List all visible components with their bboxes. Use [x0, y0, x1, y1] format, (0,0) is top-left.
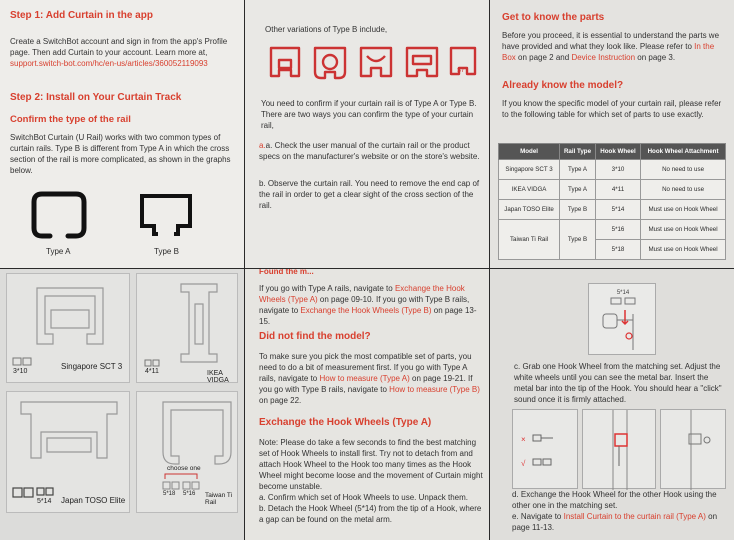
toso-figure — [6, 391, 130, 513]
get-to-know-text — [502, 30, 730, 63]
table-cell: 5*16 — [595, 220, 640, 240]
variations-intro: Other variations of Type B include, — [265, 25, 388, 34]
model-parts-table — [498, 143, 726, 260]
hook-wheel-figure — [588, 283, 656, 355]
ikea-figure — [136, 273, 238, 383]
found-part3: on page 13-15. — [259, 306, 477, 326]
step-e-text — [512, 511, 726, 533]
col-header-model: Model — [499, 144, 560, 160]
confirm-rail-title: Confirm the type of the rail — [10, 114, 131, 125]
table-cell: Type A — [560, 160, 596, 180]
step-e-part2: on page 11-13. — [512, 512, 718, 532]
type-a-caption: Type A — [46, 247, 71, 256]
manual-page-exchange — [245, 269, 489, 540]
ti-rail-figure — [136, 391, 238, 513]
table-cell: Taiwan Ti Rail — [499, 220, 560, 260]
dnf-part1: To make sure you pick the most compatible set of parts, you need to do a bit of measurement first. If you go with Type A rails, navigate to — [259, 352, 472, 383]
table-cell: Must use on Hook Wheel — [641, 240, 726, 260]
device-instruction-link[interactable]: Device Instruction — [571, 53, 636, 62]
measure-type-b-link[interactable]: How to measure (Type B) — [389, 385, 480, 394]
found-model-heading: Found the m... — [259, 269, 314, 276]
table-header-row — [499, 144, 726, 160]
ti-size-1: 5*18 — [163, 491, 176, 497]
step1-title: Step 1: Add Curtain in the app — [10, 10, 153, 21]
table-cell: 5*14 — [595, 200, 640, 220]
found-part1: If you go with Type A rails, navigate to — [259, 284, 393, 293]
attach-diagram-2 — [583, 410, 657, 490]
attach-steps-figure — [512, 409, 726, 489]
found-part2: on page 09-10. If you go with Type B rails, navigate to — [259, 295, 470, 315]
toso-size: 5*14 — [37, 498, 52, 505]
install-curtain-link[interactable]: Install Curtain to the curtain rail (Type A) — [563, 512, 706, 521]
sct3-figure — [6, 273, 130, 383]
rail-type-a-diagram — [30, 190, 88, 240]
variation-label: S7 — [457, 68, 465, 74]
table-row — [499, 160, 726, 180]
table-cell: 4*11 — [595, 180, 640, 200]
table-cell: Must use on Hook Wheel — [641, 220, 726, 240]
did-not-find-title: Did not find the model? — [259, 331, 371, 342]
table-row — [499, 220, 726, 240]
support-link[interactable]: support.switch-bot.com/hc/en-us/articles/360052119093 — [10, 59, 208, 68]
attach-diagram-3 — [661, 410, 727, 490]
toso-label: Japan TOSO Elite — [61, 496, 126, 505]
exchange-title: Exchange the Hook Wheels (Type A) — [259, 417, 432, 428]
table-cell: 5*18 — [595, 240, 640, 260]
step-c-text: c. Grab one Hook Wheel from the matching set. Adjust the white wheels until you can see the metal bar. Insert the metal bar into the tip of the Hook. You should hear a "click" sound once it is firmly attached. — [514, 362, 722, 404]
table-cell: Japan TOSO Elite — [499, 200, 560, 220]
method-b-text: b. Observe the curtain rail. You need to remove the end cap of the rail in order to get a clear sight of the cross section of the rail. — [259, 179, 480, 210]
ikea-label: IKEA VIDGA — [207, 370, 229, 384]
gtk-part3: on page 3. — [637, 53, 676, 62]
step-e-part1: e. Navigate to — [512, 512, 562, 521]
found-model-text — [259, 283, 485, 327]
choose-one-label: choose one — [167, 465, 201, 472]
rail-type-b-diagram — [136, 190, 196, 240]
correct-mark-icon: √ — [521, 459, 526, 468]
in-the-box-link[interactable]: In the Box — [502, 42, 715, 62]
table-cell: Type A — [560, 180, 596, 200]
step2-title: Step 2: Install on Your Curtain Track — [10, 92, 182, 103]
dnf-part3: on page 22. — [259, 396, 302, 405]
exchange-note: Note: Please do take a few seconds to find the best matching set of Hook Wheels to install first. Try not to detach from and attach Hook Wheel to the Hook too many times as the Hook Wheel might become loose and the movement of Curtain might become unstable. — [259, 438, 483, 491]
step1-text — [10, 36, 238, 69]
manual-page-attach — [490, 269, 734, 540]
exchange-step-a: a. Confirm which set of Hook Wheels to use. Unpack them. — [259, 493, 468, 502]
table-cell: Type B — [560, 220, 596, 260]
table-row — [499, 180, 726, 200]
method-a-body: a. Check the user manual of the curtain rail or the product specs on the manufacturer's website or on the store's website. — [259, 141, 480, 161]
table-cell: No need to use — [641, 160, 726, 180]
exchange-type-a-link[interactable]: Exchange the Hook Wheels (Type A) — [259, 284, 465, 304]
table-cell: No need to use — [641, 180, 726, 200]
table-cell: Must use on Hook Wheel — [641, 200, 726, 220]
ti-label: Taiwan Ti Rail — [205, 492, 233, 506]
hook-wheel-size: 5*14 — [616, 290, 630, 296]
ikea-size: 4*11 — [145, 368, 159, 375]
table-row — [499, 200, 726, 220]
type-b-caption: Type B — [154, 247, 179, 256]
manual-page-variations — [245, 0, 489, 268]
step1-body: Create a SwitchBot account and sign in from the app's Profile page. Then add Curtain to your account. Learn more at, — [10, 37, 228, 57]
manual-page-install — [0, 0, 244, 268]
confirm-type-text: You need to confirm if your curtain rail is of Type A or Type B. There are two ways you can confirm the type of your curtain rail, — [261, 99, 477, 130]
exchange-type-b-link[interactable]: Exchange the Hook Wheels (Type B) — [300, 306, 432, 315]
gtk-part2: on page 2 and — [518, 53, 570, 62]
attach-fig-1 — [512, 409, 578, 489]
sct3-size: 3*10 — [13, 368, 28, 375]
hook-wheel-diagram — [589, 284, 657, 356]
ti-size-2: 5*16 — [183, 491, 196, 497]
gtk-part1: Before you proceed, it is essential to understand the parts we have provided and what they look like. Please refer to — [502, 31, 720, 51]
step-d-text: d. Exchange the Hook Wheel for the other Hook using the other one in the matching set. — [512, 490, 717, 510]
table-cell: Type B — [560, 200, 596, 220]
steps-d-e-text — [512, 489, 726, 533]
confirm-rail-text: SwitchBot Curtain (U Rail) works with two common types of curtain rails. Type B is different from Type A in which the cross section of the rail is more complicated, as shown in the graphs below. — [10, 133, 231, 175]
sct3-label: Singapore SCT 3 — [61, 362, 123, 371]
manual-page-parts — [490, 0, 734, 268]
method-a-letter: a. — [259, 141, 266, 150]
already-know-title: Already know the model? — [502, 80, 624, 91]
col-header-hook-wheel: Hook Wheel — [595, 144, 640, 160]
wrong-mark-icon: × — [521, 435, 526, 444]
exchange-text — [259, 437, 485, 525]
attach-fig-2 — [582, 409, 656, 489]
did-not-find-text — [259, 351, 485, 406]
manual-page-rail-models — [0, 269, 244, 540]
col-header-attachment: Hook Wheel Attachment — [641, 144, 726, 160]
dnf-part2: on page 19-21. If you go with Type B rails, navigate to — [259, 374, 473, 394]
get-to-know-title: Get to know the parts — [502, 12, 605, 23]
measure-type-a-link[interactable]: How to measure (Type A) — [319, 374, 410, 383]
table-cell: 3*10 — [595, 160, 640, 180]
attach-diagram-1 — [513, 410, 579, 490]
attach-fig-3 — [660, 409, 726, 489]
table-cell: Singapore SCT 3 — [499, 160, 560, 180]
col-header-rail-type: Rail Type — [560, 144, 596, 160]
already-know-text: If you know the specific model of your curtain rail, please refer to the following table for which set of parts to use exactly. — [502, 99, 722, 119]
table-cell: IKEA VIDGA — [499, 180, 560, 200]
method-a-text — [259, 140, 483, 162]
type-b-variations-diagram — [267, 42, 477, 86]
exchange-step-b: b. Detach the Hook Wheel (5*14) from the tip of a Hook, where a gap can be found on the metal arm. — [259, 504, 482, 524]
